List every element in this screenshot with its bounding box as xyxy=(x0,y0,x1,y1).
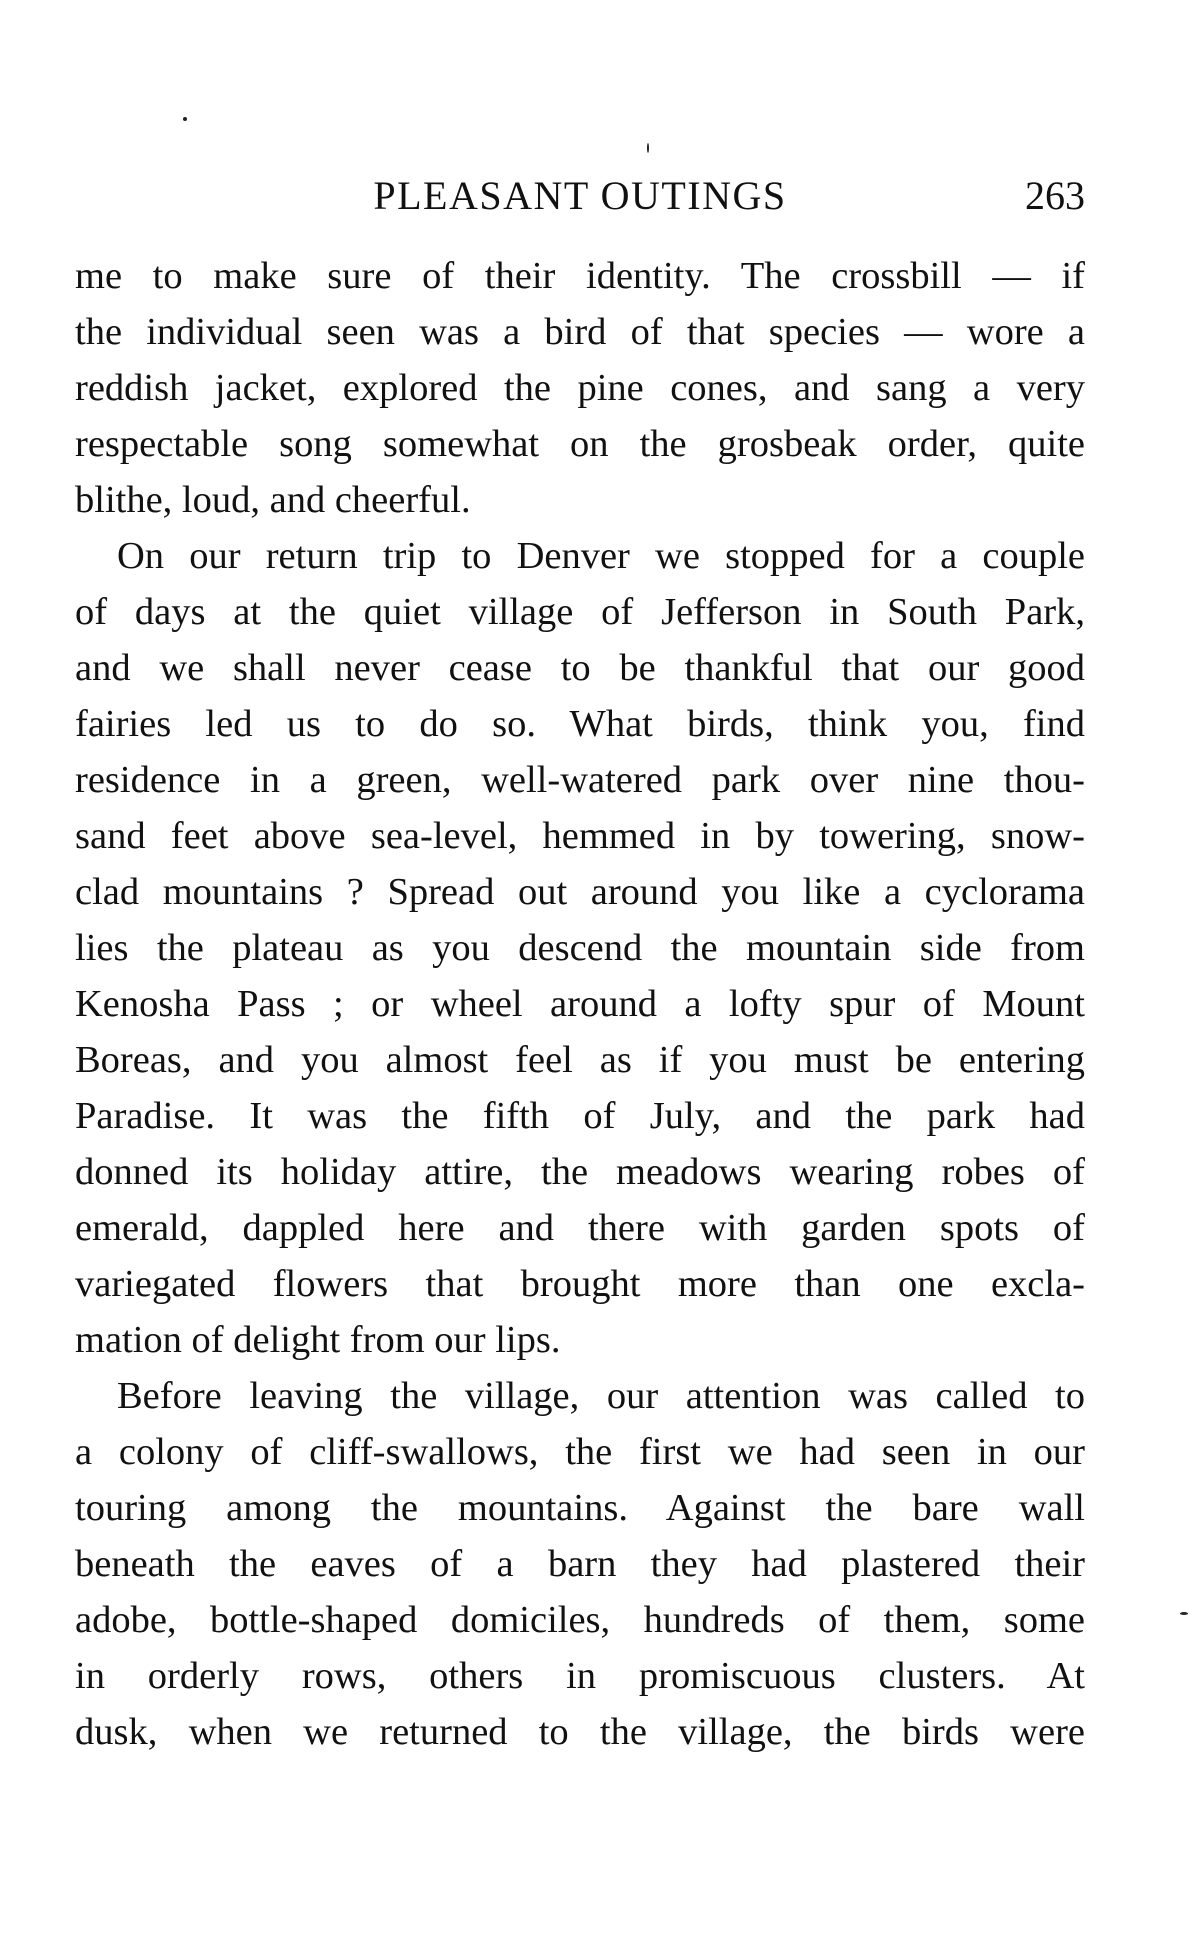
text-line: On our return trip to Denver we stopped for a couple xyxy=(117,535,1085,577)
text-line: variegated flowers that brought more than one excla- xyxy=(75,1263,1085,1305)
text-line: Paradise. It was the fifth of July, and the park had xyxy=(75,1095,1085,1137)
text-line: mation of delight from our lips. xyxy=(75,1319,561,1361)
text-line: Before leaving the village, our attention was called to xyxy=(117,1375,1085,1417)
text-line: residence in a green, well-watered park over nine thou- xyxy=(75,759,1085,801)
text-line: Kenosha Pass ; or wheel around a lofty spur of Mount xyxy=(75,983,1085,1025)
page-number: 263 xyxy=(1025,173,1085,218)
text-line: lies the plateau as you descend the mountain side from xyxy=(75,927,1085,969)
text-line: me to make sure of their identity. The crossbill — if xyxy=(75,255,1085,297)
body-text xyxy=(75,248,1085,1760)
text-line: the individual seen was a bird of that species — wore a xyxy=(75,311,1085,353)
text-line: fairies led us to do so. What birds, think you, find xyxy=(75,703,1085,745)
text-line: respectable song somewhat on the grosbeak order, quite xyxy=(75,423,1085,465)
text-line: clad mountains ? Spread out around you like a cyclorama xyxy=(75,871,1085,913)
paragraph xyxy=(75,1368,1085,1760)
scan-speck xyxy=(183,117,187,121)
text-line: Boreas, and you almost feel as if you must be entering xyxy=(75,1039,1085,1081)
text-line: reddish jacket, explored the pine cones, and sang a very xyxy=(75,367,1085,409)
running-title: PLEASANT OUTINGS xyxy=(373,173,787,218)
text-line: a colony of cliff-swallows, the first we had seen in our xyxy=(75,1431,1085,1473)
text-line: in orderly rows, others in promiscuous clusters. At xyxy=(75,1655,1085,1697)
paragraph xyxy=(75,248,1085,528)
text-line: touring among the mountains. Against the bare wall xyxy=(75,1487,1085,1529)
scan-speck xyxy=(647,143,649,153)
text-line: adobe, bottle-shaped domiciles, hundreds of them, some xyxy=(75,1599,1085,1641)
text-line: beneath the eaves of a barn they had plastered their xyxy=(75,1543,1085,1585)
text-line: blithe, loud, and cheerful. xyxy=(75,479,471,521)
scan-speck xyxy=(1180,1612,1188,1615)
text-line: dusk, when we returned to the village, the birds were xyxy=(75,1711,1085,1753)
page-header xyxy=(75,172,1085,222)
text-line: donned its holiday attire, the meadows wearing robes of xyxy=(75,1151,1085,1193)
text-line: emerald, dappled here and there with garden spots of xyxy=(75,1207,1085,1249)
paragraph xyxy=(75,528,1085,1368)
text-line: of days at the quiet village of Jefferson in South Park, xyxy=(75,591,1085,633)
text-line: sand feet above sea-level, hemmed in by towering, snow- xyxy=(75,815,1085,857)
text-line: and we shall never cease to be thankful that our good xyxy=(75,647,1085,689)
